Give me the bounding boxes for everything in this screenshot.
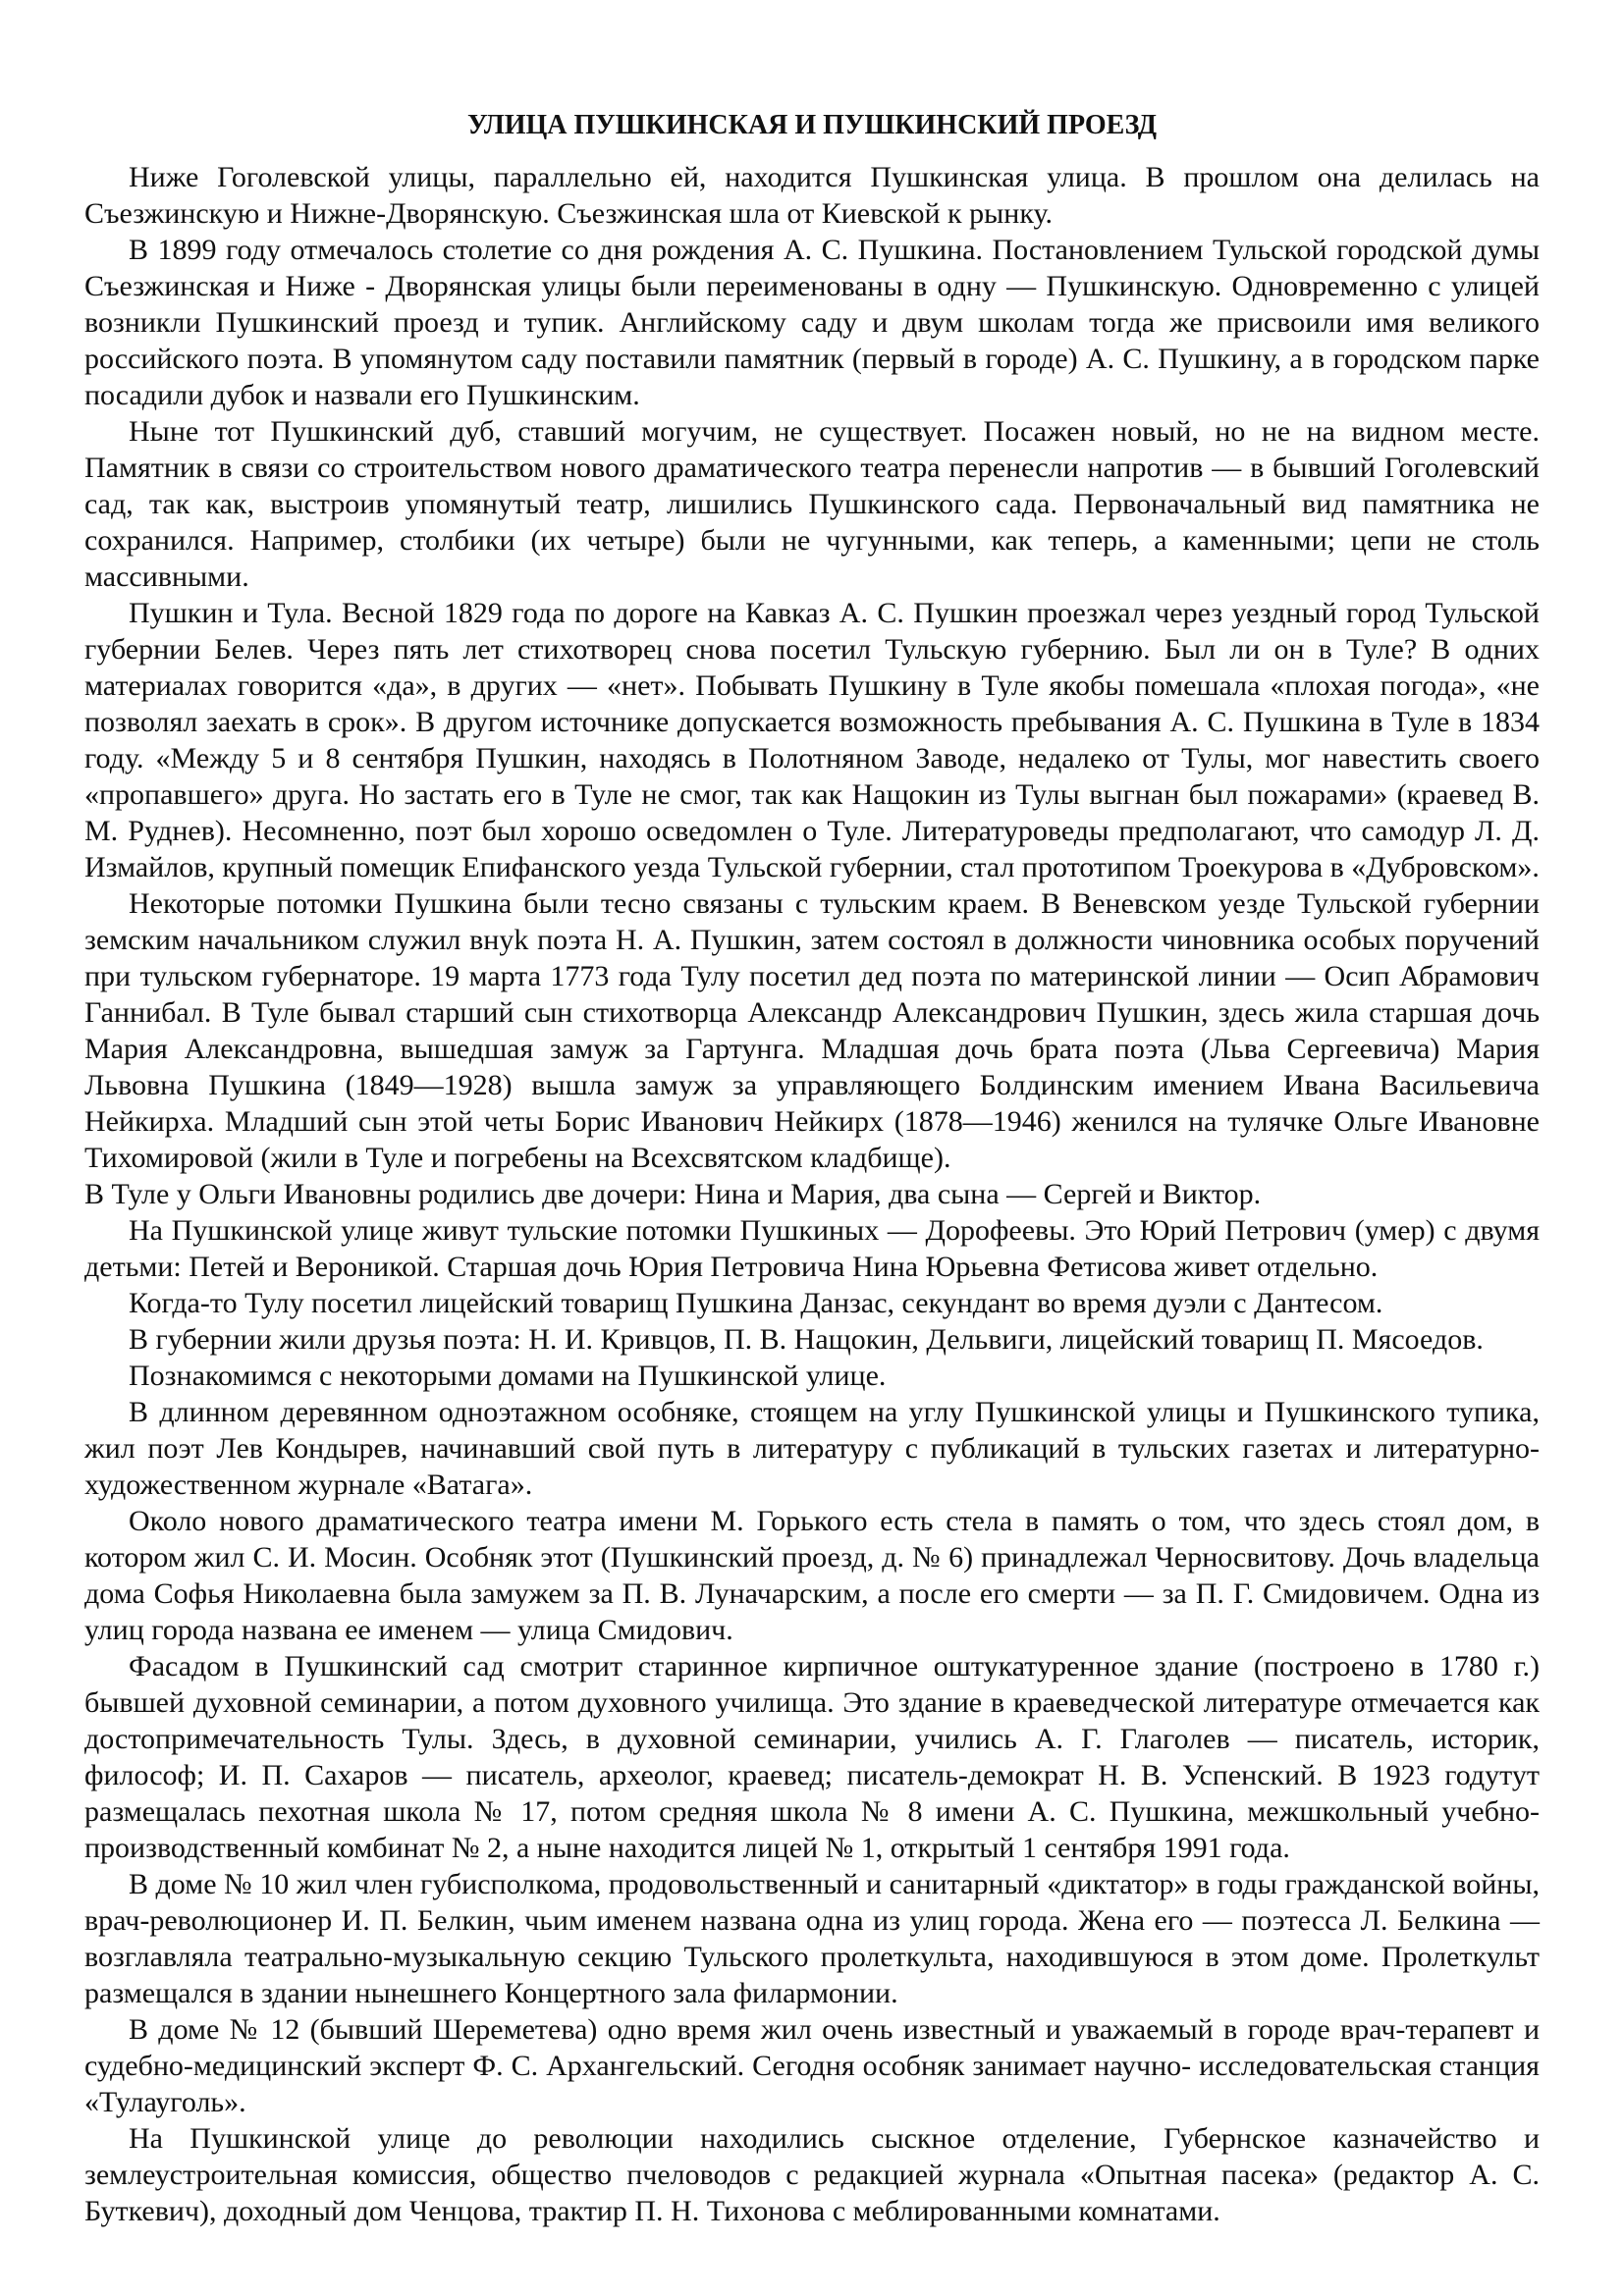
document-page xyxy=(84,106,1540,2229)
paragraph: Фасадом в Пушкинский сад смотрит старинное кирпичное оштукатуренное здание (построено в 1780 г.) бывшей духовной семинарии, а потом духовного училища. Это здание в краеведческой литературе отмечается как достопримечательность Тулы. Здесь, в духовной семинарии, учились А. Г. Глаголев — писатель, историк, философ; И. П. Сахаров — писатель, археолог, краевед; писатель-демократ Н. В. Успенский. В 1923 годутут размещалась пехотная школа № 17, потом средняя школа № 8 имени А. С. Пушкина, межшкольный учебно-производственный комбинат № 2, а ныне находится лицей № 1, открытый 1 сентября 1991 года. xyxy=(84,1650,1540,1864)
paragraph: Около нового драматического театра имени М. Горького есть стела в память о том, что здесь стоял дом, в котором жил С. И. Мосин. Особняк этот (Пушкинский проезд, д. № 6) принадлежал Черносвитову. Дочь владельца дома Софья Николаевна была замужем за П. В. Луначарским, а после его смерти — за П. Г. Смидовичем. Одна из улиц города названа ее именем — улица Смидович. xyxy=(84,1505,1540,1646)
paragraph: На Пушкинской улице до революции находились сыскное отделение, Губернское казначейство и землеустроительная комиссия, общество пчеловодов с редакцией журнала «Опытная пасека» (редактор А. С. Буткевич), доходный дом Ченцова, трактир П. Н. Тихонова с меблированными комнатами. xyxy=(84,2122,1540,2227)
paragraph: На Пушкинской улице живут тульские потомки Пушкиных — Дорофеевы. Это Юрий Петрович (умер) с двумя детьми: Петей и Вероникой. Старшая дочь Юрия Петровича Нина Юрьевна Фетисова живет отдельно. xyxy=(84,1214,1540,1283)
paragraph: Пушкин и Тула. Весной 1829 года по дороге на Кавказ А. С. Пушкин проезжал через уездный город Тульской губернии Белев. Через пять лет стихотворец снова посетил Тульскую губернию. Был ли он в Туле? В одних материалах говорится «да», в других — «нет». Побывать Пушкину в Туле якобы помешала «плохая погода», «не позволял заехать в срок». В другом источнике допускается возможность пребывания А. С. Пушкина в Туле в 1834 году. «Между 5 и 8 сентября Пушкин, находясь в Полотняном Заводе, недалеко от Тулы, мог навестить своего «пропавшего» друга. Но застать его в Туле не смог, так как Нащокин из Тулы выгнан был пожарами» (краевед В. М. Руднев). Несомненно, поэт был хорошо осведомлен о Туле. Литературоведы предполагают, что самодур Л. Д. Измайлов, крупный помещик Епифанского уезда Тульской губернии, стал прототипом Троекурова в «Дубровском». xyxy=(84,597,1540,883)
paragraph: В губернии жили друзья поэта: Н. И. Кривцов, П. В. Нащокин, Дельвиги, лицейский товарищ П. Мясоедов. xyxy=(129,1323,1484,1356)
paragraph: В длинном деревянном одноэтажном особняке, стоящем на углу Пушкинской улицы и Пушкинского тупика, жил поэт Лев Кондырев, начинавший свой путь в литературу с публикаций в тульских газетах и литературно-художественном журнале «Ватага». xyxy=(84,1396,1540,1501)
paragraph: Познакомимся с некоторыми домами на Пушкинской улице. xyxy=(129,1360,887,1392)
paragraph: В 1899 году отмечалось столетие со дня рождения А. С. Пушкина. Постановлением Тульской городской думы Съезжинская и Ниже - Дворянская улицы были переименованы в одну — Пушкинскую. Одновременно с улицей возникли Пушкинский проезд и тупик. Английскому саду и двум школам тогда же присвоили имя великого российского поэта. В упомянутом саду поставили памятник (первый в городе) А. С. Пушкину, а в городском парке посадили дубок и назвали его Пушкинским. xyxy=(84,234,1540,411)
page-title: УЛИЦА ПУШКИНСКАЯ И ПУШКИНСКИЙ ПРОЕЗД xyxy=(466,110,1158,140)
document-body xyxy=(84,159,1540,2229)
paragraph: Некоторые потомки Пушкина были тесно связаны с тульским краем. В Веневском уезде Тульской губернии земским начальником служил внуk поэта Н. А. Пушкин, затем состоял в должности чиновника особых поручений при тульском губернаторе. 19 марта 1773 года Тулу посетил дед поэта по материнской линии — Осип Абрамович Ганнибал. В Туле бывал старший сын стихотворца Александр Александрович Пушкин, здесь жила старшая дочь Мария Александровна, вышедшая замуж за Гартунга. Младшая дочь брата поэта (Льва Сергеевича) Мария Львовна Пушкина (1849—1928) вышла замуж за управляющего Болдинским имением Ивана Васильевича Нейкирха. Младший сын этой четы Борис Иванович Нейкирх (1878—1946) женился на тулячке Ольге Ивановне Тихомировой (жили в Туле и погребены на Всехсвятском кладбище). xyxy=(84,887,1540,1174)
paragraph: В доме № 12 (бывший Шереметева) одно время жил очень известный и уважаемый в городе врач-терапевт и судебно-медицинский эксперт Ф. С. Архангельский. Сегодня особняк занимает научно- исследовательская станция «Тулауголь». xyxy=(84,2013,1540,2118)
paragraph: В доме № 10 жил член губисполкома, продовольственный и санитарный «диктатор» в годы гражданской войны, врач-революционер И. П. Белкин, чьим именем названа одна из улиц города. Жена его — поэтесса Л. Белкина — возглавляла театрально-музыкальную секцию Тульского пролеткульта, находившуюся в этом доме. Пролеткульт размещался в здании нынешнего Концертного зала филармонии. xyxy=(84,1868,1540,2009)
paragraph: Когда-то Тулу посетил лицейский товарищ Пушкина Данзас, секундант во время дуэли с Дантесом. xyxy=(129,1287,1383,1319)
paragraph: Ныне тот Пушкинский дуб, ставший могучим, не существует. Посажен новый, но не на видном месте. Памятник в связи со строительством нового драматического театра перенесли напротив — в бывший Гоголевский сад, так как, выстроив упомянутый театр, лишились Пушкинского сада. Первоначальный вид памятника не сохранился. Например, столбики (их четыре) были не чугунными, как теперь, а каменными; цепи не столь массивными. xyxy=(84,415,1540,593)
paragraph: Ниже Гоголевской улицы, параллельно ей, находится Пушкинская улица. В прошлом она делилась на Съезжинскую и Нижне-Дворянскую. Съезжинская шла от Киевской к рынку. xyxy=(84,161,1540,230)
paragraph: В Туле у Ольги Ивановны родились две дочери: Нина и Мария, два сына — Сергей и Виктор. xyxy=(84,1178,1262,1210)
